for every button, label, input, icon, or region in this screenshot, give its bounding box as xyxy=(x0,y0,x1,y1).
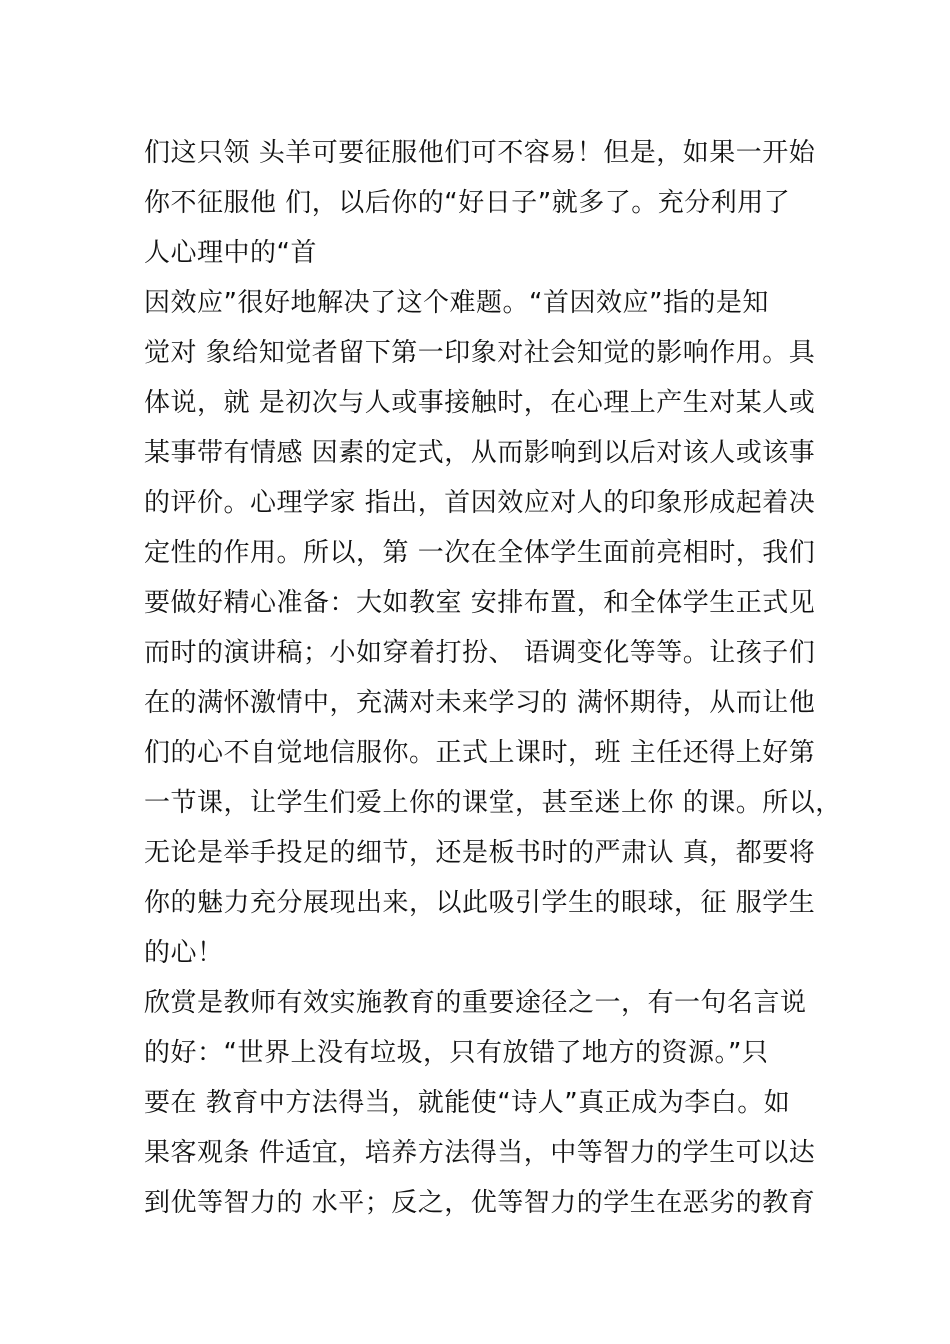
text-line: 你不征服他 们，以后你的“好日子”就多了。充分利用了 xyxy=(144,188,791,218)
text-line: 人心理中的“首 xyxy=(144,238,317,268)
text-line: 的评价。心理学家 指出，首因效应对人的印象形成起着决 xyxy=(144,488,816,518)
text-line: 要在 教育中方法得当，就能使“诗人”真正成为李白。如 xyxy=(144,1088,791,1118)
text-line: 体说，就 是初次与人或事接触时，在心理上产生对某人或 xyxy=(144,388,816,418)
text-line: 的好：“世界上没有垃圾，只有放错了地方的资源。”只 xyxy=(144,1038,769,1068)
text-line: 到优等智力的 水平；反之，优等智力的学生在恶劣的教育 xyxy=(144,1188,816,1218)
text-line: 果客观条 件适宜，培养方法得当，中等智力的学生可以达 xyxy=(144,1138,816,1168)
body-text xyxy=(144,128,842,1228)
text-line: 们的心不自觉地信服你。正式上课时，班 主任还得上好第 xyxy=(144,738,816,768)
text-line: 定性的作用。所以，第 一次在全体学生面前亮相时，我们 xyxy=(144,538,816,568)
text-line: 某事带有情感 因素的定式，从而影响到以后对该人或该事 xyxy=(144,438,816,468)
text-line: 因效应”很好地解决了这个难题。“首因效应”指的是知 xyxy=(144,288,769,318)
text-line: 要做好精心准备：大如教室 安排布置，和全体学生正式见 xyxy=(144,588,816,618)
text-line: 的心！ xyxy=(144,938,224,968)
text-line: 们这只领 头羊可要征服他们可不容易！但是，如果一开始 xyxy=(144,138,816,168)
text-line: 无论是举手投足的细节，还是板书时的严肃认 真，都要将 xyxy=(144,838,816,868)
text-line: 在的满怀激情中，充满对未来学习的 满怀期待，从而让他 xyxy=(144,688,816,718)
text-line: 觉对 象给知觉者留下第一印象对社会知觉的影响作用。具 xyxy=(144,338,816,368)
text-line: 而时的演讲稿；小如穿着打扮、 语调变化等等。让孩子们 xyxy=(144,638,816,668)
text-line: 你的魅力充分展现出来，以此吸引学生的眼球，征 服学生 xyxy=(144,888,816,918)
text-line: 欣赏是教师有效实施教育的重要途径之一，有一句名言说 xyxy=(144,988,807,1018)
text-line: 一节课，让学生们爱上你的课堂，甚至迷上你 的课。所以， xyxy=(144,788,842,818)
